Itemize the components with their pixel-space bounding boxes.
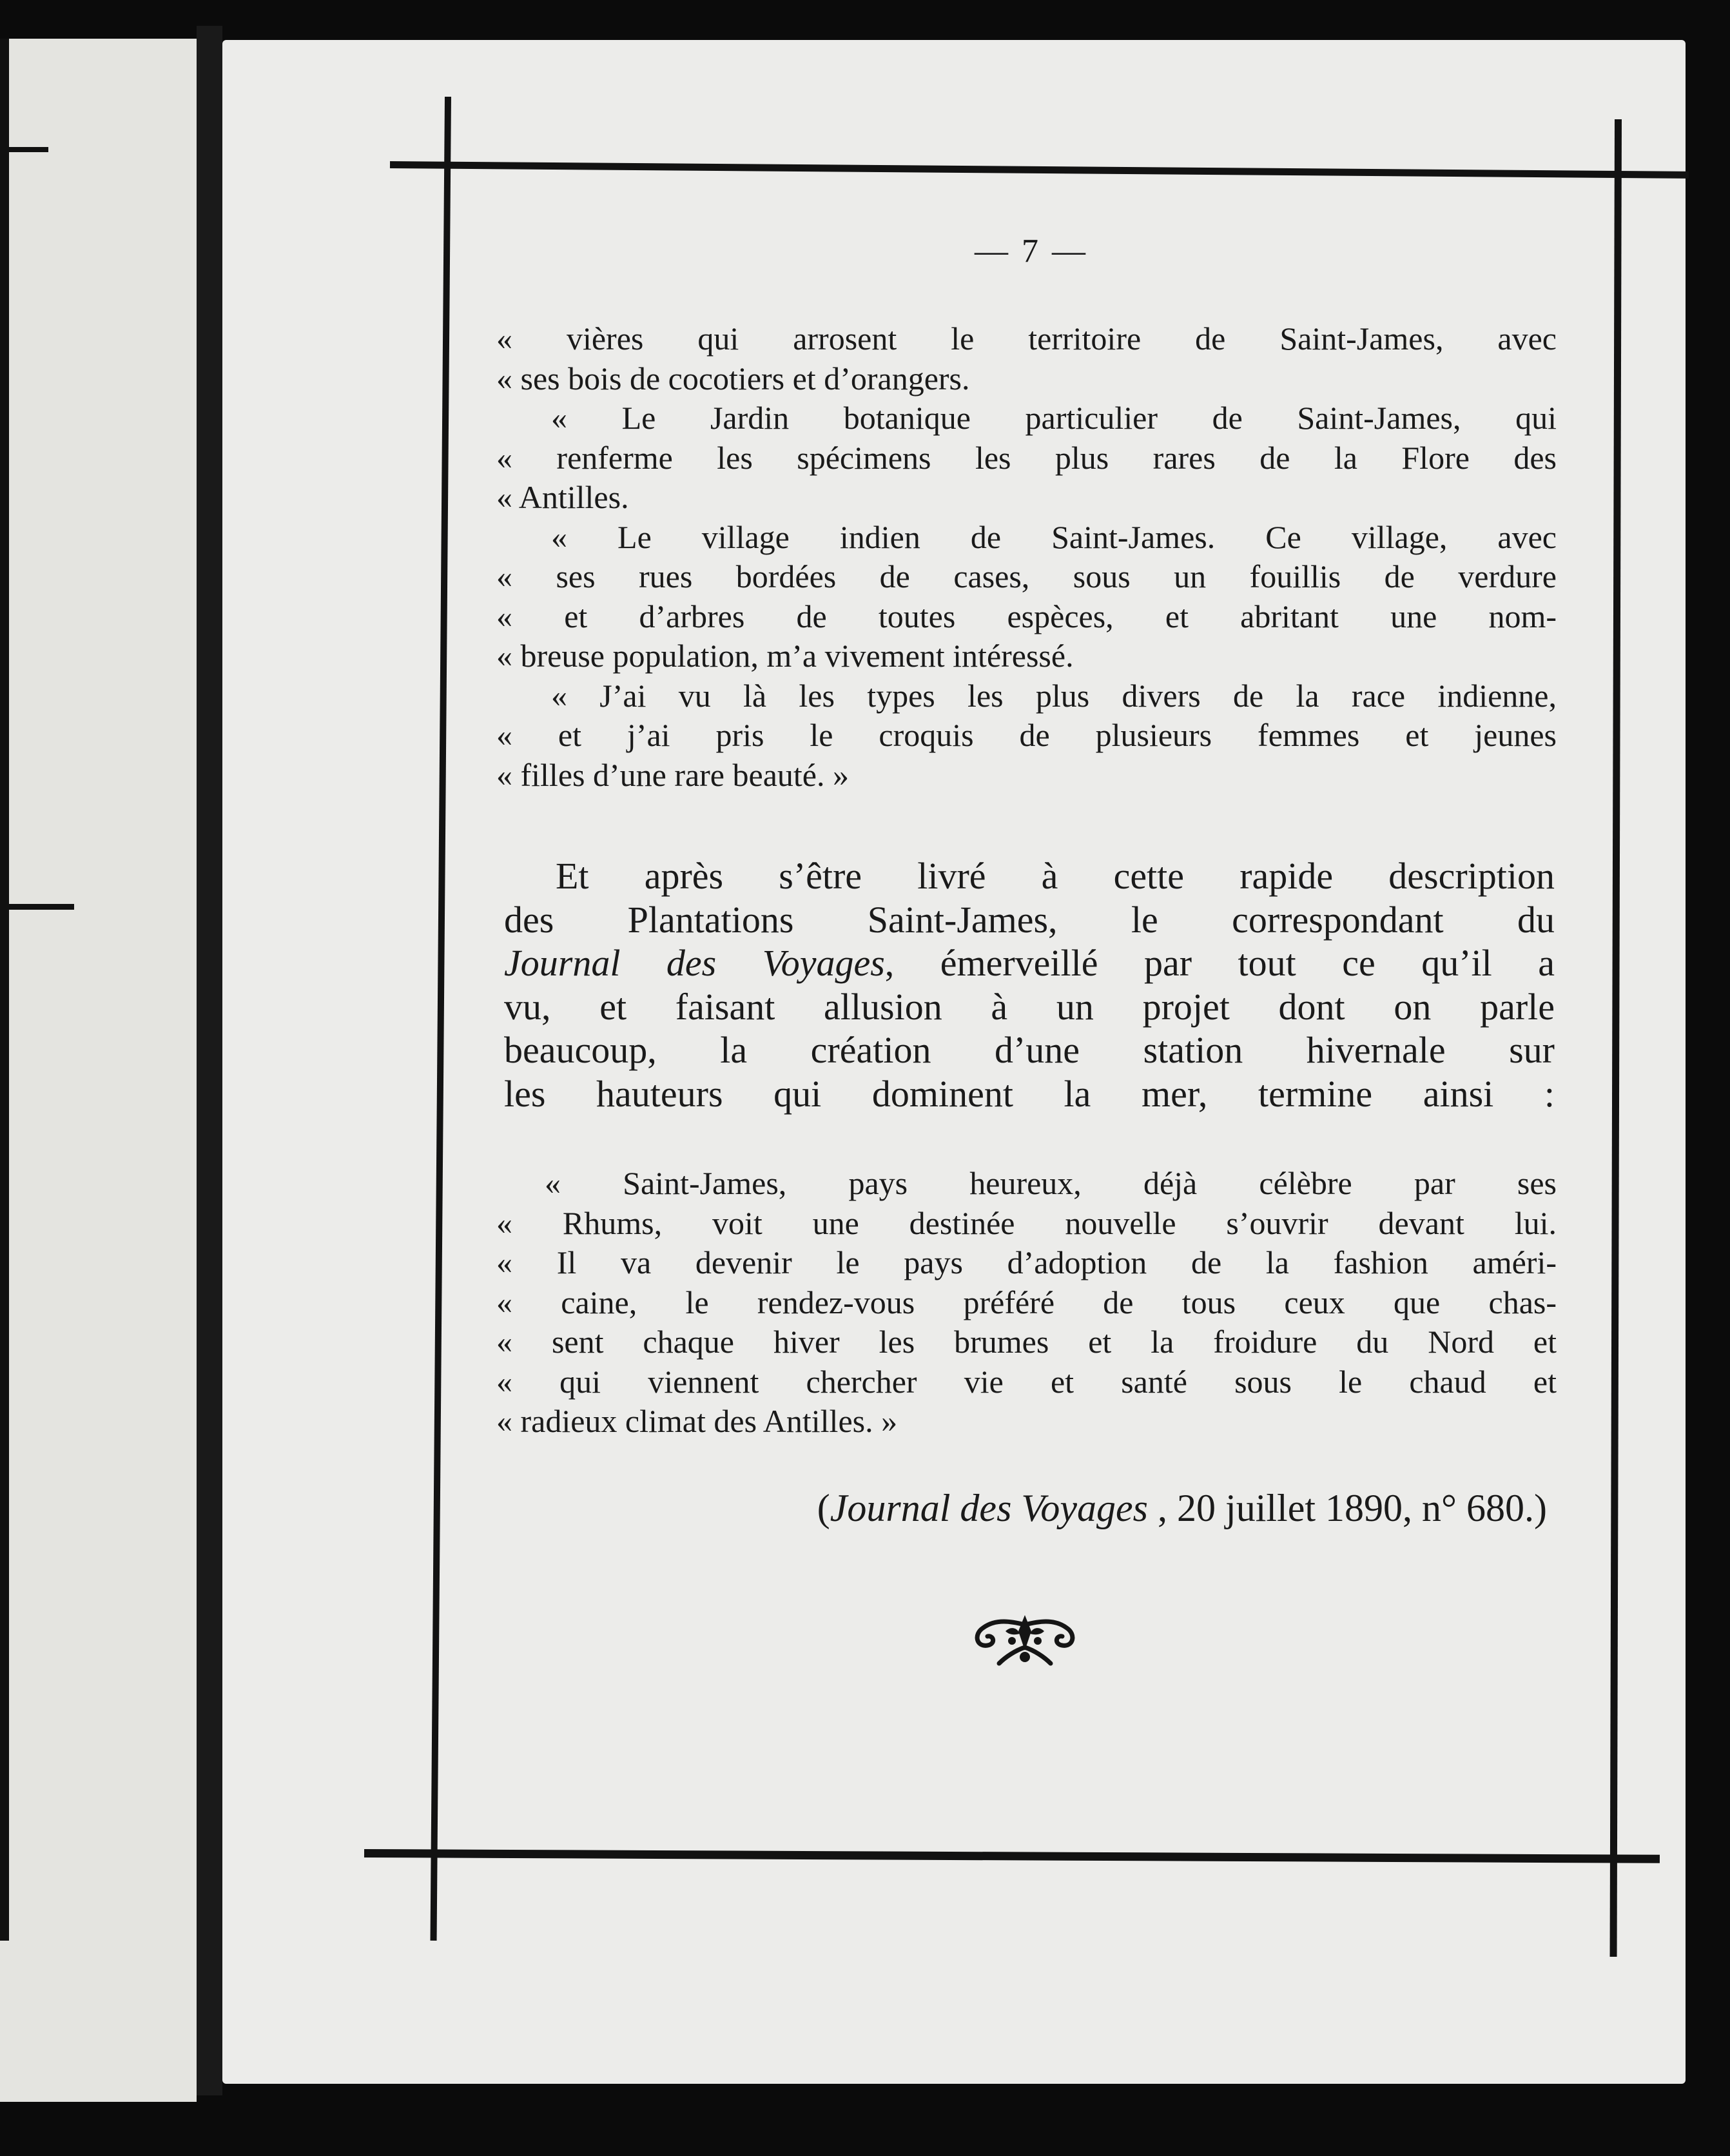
quote1-line: « Le Jardin botanique particulier de Saint-James, qui: [551, 400, 1557, 436]
quote1-line: « et j’ai pris le croquis de plusieurs femmes et jeunes: [496, 717, 1557, 753]
quote1-line: « J’ai vu là les types les plus divers de la race indienne,: [551, 677, 1557, 714]
body-paragraph: [504, 854, 1555, 1115]
quote1-line: « filles d’une rare beauté. »: [496, 756, 849, 793]
quote2-line: « sent chaque hiver les brumes et la froidure du Nord et: [496, 1324, 1557, 1360]
quote1-line: « et d’arbres de toutes espèces, et abritant une nom-: [496, 598, 1557, 634]
paragraph-line: des Plantations Saint-James, le correspondant du: [504, 898, 1555, 941]
page-number: — 7 —: [975, 233, 1088, 270]
quote2-line: « qui viennent chercher vie et santé sous le chaud et: [496, 1363, 1557, 1400]
left-page-rule-top: [0, 147, 48, 152]
quote1-line: « renferme les spécimens les plus rares de la Flore des: [496, 439, 1557, 476]
left-page-fragment: [0, 39, 197, 2102]
quote2-line: « Il va devenir le pays d’adoption de la fashion améri-: [496, 1244, 1557, 1280]
citation-rest: , 20 juillet 1890, n° 680.): [1148, 1487, 1547, 1529]
quote2-line: « radieux climat des Antilles. »: [496, 1403, 898, 1439]
paragraph-line-with-title: [504, 941, 1555, 985]
fleuron-ornament-icon: [960, 1612, 1089, 1670]
quote1-line: « Antilles.: [496, 479, 629, 515]
quote1-line: « ses rues bordées de cases, sous un fouillis de verdure: [496, 558, 1557, 594]
paragraph-line: beaucoup, la création d’une station hivernale sur: [504, 1029, 1555, 1071]
quote1-line: « ses bois de cocotiers et d’orangers.: [496, 360, 970, 397]
quote2-line: « Rhums, voit une destinée nouvelle s’ouvrir devant lui.: [496, 1204, 1557, 1241]
quote1-line: « vières qui arrosent le territoire de Saint-James, avec: [496, 320, 1557, 357]
quote2-line: « caine, le rendez-vous préféré de tous ceux que chas-: [496, 1284, 1557, 1320]
paragraph-line: vu, et faisant allusion à un projet dont on parle: [504, 985, 1555, 1028]
paragraph-line: Et après s’être livré à cette rapide description: [556, 855, 1555, 897]
left-page-border-rule: [0, 39, 9, 1941]
left-page-rule-bottom: [0, 904, 74, 910]
citation: [580, 1486, 1547, 1531]
quote-block-1: [496, 319, 1557, 795]
quote1-line: « breuse population, m’a vivement intéressé.: [496, 638, 1074, 674]
quote2-line: « Saint-James, pays heureux, déjà célèbre par ses: [545, 1165, 1557, 1201]
quote1-line: « Le village indien de Saint-James. Ce village, avec: [551, 518, 1557, 555]
book-gutter: [197, 26, 222, 2095]
paragraph-line-rest: , émerveillé par tout ce qu’il a: [884, 942, 1555, 984]
citation-open: (: [817, 1487, 830, 1529]
citation-journal: Journal des Voyages: [830, 1487, 1149, 1529]
journal-title: Journal des Voyages: [504, 942, 885, 984]
paragraph-line: les hauteurs qui dominent la mer, termine ainsi :: [504, 1072, 1555, 1115]
quote-block-2: [496, 1164, 1557, 1442]
